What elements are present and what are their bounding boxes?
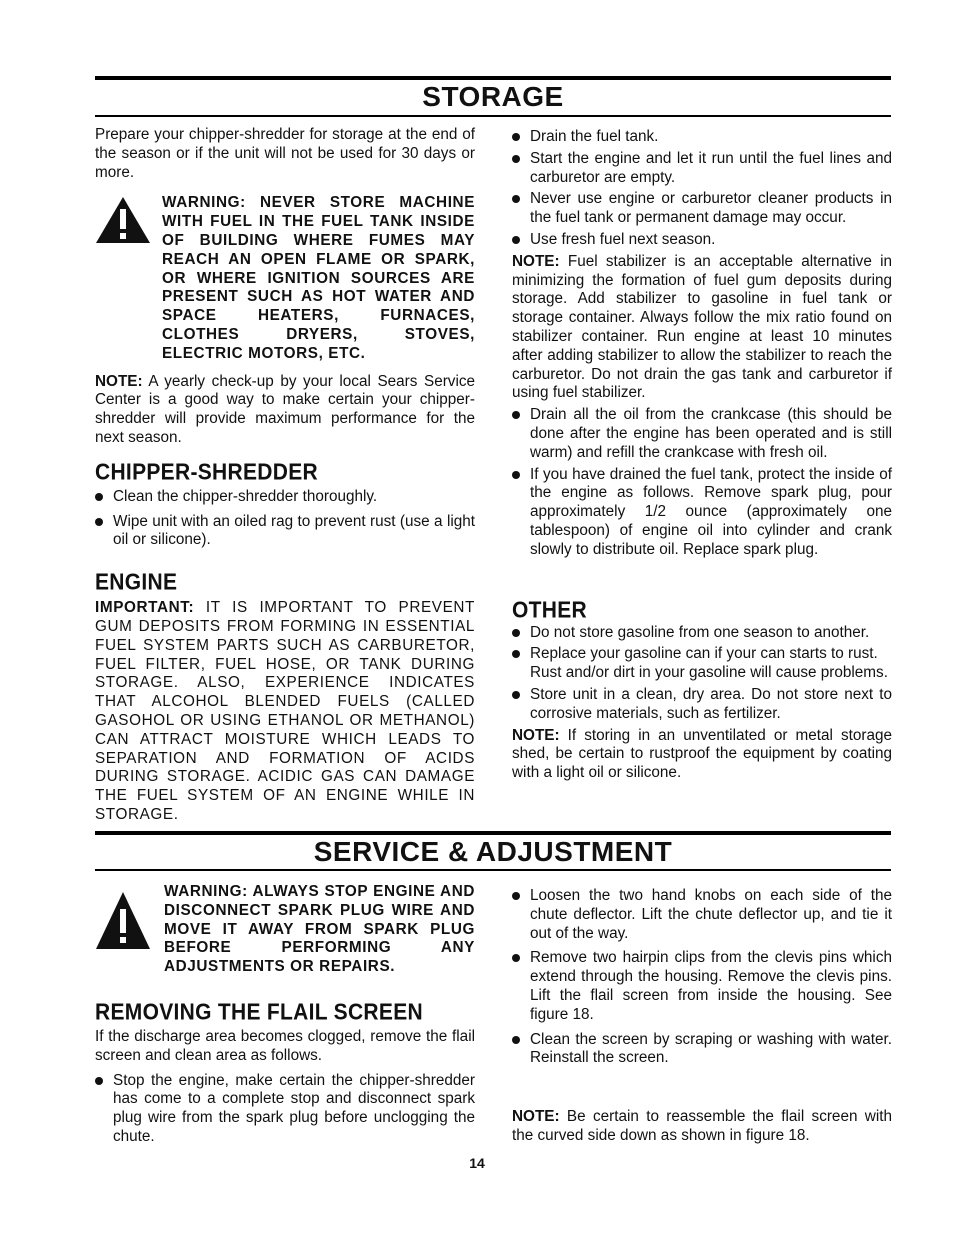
bullet-icon bbox=[512, 954, 520, 962]
other-heading: OTHER bbox=[512, 597, 587, 623]
flail-screen-heading: REMOVING THE FLAIL SCREEN bbox=[95, 999, 423, 1025]
storage-title: STORAGE bbox=[422, 81, 564, 112]
bullet-icon bbox=[512, 133, 520, 141]
list-item: Loosen the two hand knobs on each side of the chute deflector. Lift the chute deflector up, and tie it out of the way. bbox=[512, 887, 892, 943]
list-item: Clean the screen by scraping or washing with water. Reinstall the screen. bbox=[512, 1031, 892, 1069]
bullet-icon bbox=[512, 411, 520, 419]
list-item: Drain the fuel tank. bbox=[512, 128, 892, 147]
bullet-icon bbox=[512, 155, 520, 163]
chipper-shredder-list bbox=[95, 488, 475, 550]
storage-note-2 bbox=[512, 253, 892, 403]
note-text: Be certain to reassemble the flail screen with the curved side down as shown in figure 18. bbox=[512, 1108, 892, 1144]
engine-important bbox=[95, 599, 475, 825]
important-label: IMPORTANT: bbox=[95, 599, 195, 617]
service-bottom-rule bbox=[95, 869, 891, 871]
bullet-icon bbox=[512, 195, 520, 203]
fuel-list bbox=[512, 128, 892, 250]
bullet-icon bbox=[512, 892, 520, 900]
bullet-icon bbox=[95, 493, 103, 501]
list-item: Do not store gasoline from one season to another. bbox=[512, 624, 892, 643]
list-item: Store unit in a clean, dry area. Do not store next to corrosive materials, such as fertilizer. bbox=[512, 686, 892, 724]
list-item: Wipe unit with an oiled rag to prevent rust (use a light oil or silicone). bbox=[95, 513, 475, 551]
list-item: Clean the chipper-shredder thoroughly. bbox=[95, 488, 475, 507]
service-right-column bbox=[512, 887, 892, 1146]
bullet-icon bbox=[512, 236, 520, 244]
note-text: If storing in an unventilated or metal storage shed, be certain to rustproof the equipment by coating with a light oil or silicone. bbox=[512, 726, 892, 782]
service-title: SERVICE & ADJUSTMENT bbox=[313, 836, 673, 867]
service-warning-text: WARNING: ALWAYS STOP ENGINE AND DISCONNECT SPARK PLUG WIRE AND MOVE IT AWAY FROM SPARK PLUG BEFORE PERFORMING ANY ADJUSTMENTS OR REPAIRS. bbox=[164, 883, 475, 976]
page-number: 14 bbox=[469, 1155, 485, 1171]
note-text: Fuel stabilizer is an acceptable alternative in minimizing the formation of fuel gum deposits during storage. Add stabilizer to gasoline in fuel tank or storage container. Always follow the mix ratio found on stabilizer container. Run engine at least 10 minutes after adding stabilizer to allow the stabilizer to reach the carburetor. Do not drain the gas tank and carburetor if using fuel stabilizer. bbox=[512, 252, 892, 402]
storage-warning bbox=[95, 194, 475, 363]
list-item: Use fresh fuel next season. bbox=[512, 231, 892, 250]
storage-left-column bbox=[95, 126, 475, 825]
storage-intro: Prepare your chipper-shredder for storage at the end of the season or if the unit will not be used for 30 days or more. bbox=[95, 126, 475, 181]
note-text: A yearly check-up by your local Sears Service Center is a good way to make certain your chipper-shredder will provide maximum performance for the next season. bbox=[95, 372, 475, 446]
list-item: Remove two hairpin clips from the clevis pins which extend through the housing. Remove the clevis pins. Lift the flail screen from inside the housing. See figure 18. bbox=[512, 949, 892, 1024]
important-text: IT IS IMPORTANT TO PREVENT GUM DEPOSITS FROM FORMING IN ESSENTIAL FUEL SYSTEM PARTS SUCH AS CARBURETOR, FUEL FILTER, FUEL HOSE, OR TANK DURING STORAGE. ALSO, EXPERIENCE INDICATES THAT ALCOHOL BLENDED FUELS (CALLED GASOHOL OR USING ETHANOL OR METHANOL) CAN ATTRACT MOISTURE WHICH LEADS TO SEPARATION AND FORMATION OF ACIDS DURING STORAGE. ACIDIC GAS CAN DAMAGE THE FUEL SYSTEM OF AN ENGINE WHILE IN STORAGE. bbox=[95, 599, 475, 823]
list-item: Never use engine or carburetor cleaner products in the fuel tank or permanent damage may occur. bbox=[512, 190, 892, 228]
note-label: NOTE: bbox=[95, 372, 143, 390]
bullet-icon bbox=[512, 1036, 520, 1044]
warning-icon bbox=[95, 196, 151, 244]
flail-right-list bbox=[512, 887, 892, 1068]
bullet-icon bbox=[95, 1077, 103, 1085]
storage-note-1 bbox=[95, 373, 475, 448]
bullet-icon bbox=[512, 629, 520, 637]
storage-top-rule bbox=[95, 76, 891, 80]
list-item: Stop the engine, make certain the chipper-shredder has come to a complete stop and disconnect spark plug wire from the spark plug before unclogging the chute. bbox=[95, 1072, 475, 1147]
bullet-icon bbox=[512, 691, 520, 699]
bullet-icon bbox=[512, 471, 520, 479]
service-note bbox=[512, 1108, 892, 1146]
service-warning bbox=[95, 883, 475, 977]
bullet-icon bbox=[512, 650, 520, 658]
service-top-rule bbox=[95, 831, 891, 835]
list-item: If you have drained the fuel tank, protect the inside of the engine as follows. Remove spark plug, pour approximately 1/2 ounce (approximately one tablespoon) of engine oil into cylinder and crank slowly to distribute oil. Replace spark plug. bbox=[512, 466, 892, 560]
list-item: Start the engine and let it run until the fuel lines and carburetor are empty. bbox=[512, 150, 892, 188]
flail-intro: If the discharge area becomes clogged, remove the flail screen and clean area as follows. bbox=[95, 1027, 475, 1064]
storage-note-3 bbox=[512, 727, 892, 783]
warning-icon bbox=[95, 891, 151, 951]
list-item: Replace your gasoline can if your can starts to rust. Rust and/or dirt in your gasoline will cause problems. bbox=[512, 645, 892, 683]
note-label: NOTE: bbox=[512, 252, 560, 270]
oil-list bbox=[512, 406, 892, 559]
storage-warning-text: WARNING: NEVER STORE MACHINE WITH FUEL IN THE FUEL TANK INSIDE OF BUILDING WHERE FUMES MAY REACH AN OPEN FLAME OR SPARK, OR WHERE IGNITION SOURCES ARE PRESENT SUCH AS HOT WATER AND SPACE HEATERS, FURNACES, CLOTHES DRYERS, STOVES, ELECTRIC MOTORS, ETC. bbox=[162, 194, 475, 362]
other-list bbox=[512, 624, 892, 724]
storage-bottom-rule bbox=[95, 115, 891, 117]
flail-left-list bbox=[95, 1072, 475, 1147]
note-label: NOTE: bbox=[512, 726, 560, 744]
storage-right-column bbox=[512, 128, 892, 783]
service-left-column bbox=[95, 883, 475, 1147]
list-item: Drain all the oil from the crankcase (this should be done after the engine has been operated and is still warm) and refill the crankcase with fresh oil. bbox=[512, 406, 892, 462]
chipper-shredder-heading: CHIPPER-SHREDDER bbox=[95, 459, 318, 485]
note-label: NOTE: bbox=[512, 1108, 560, 1126]
bullet-icon bbox=[95, 518, 103, 526]
engine-heading: ENGINE bbox=[95, 570, 178, 595]
